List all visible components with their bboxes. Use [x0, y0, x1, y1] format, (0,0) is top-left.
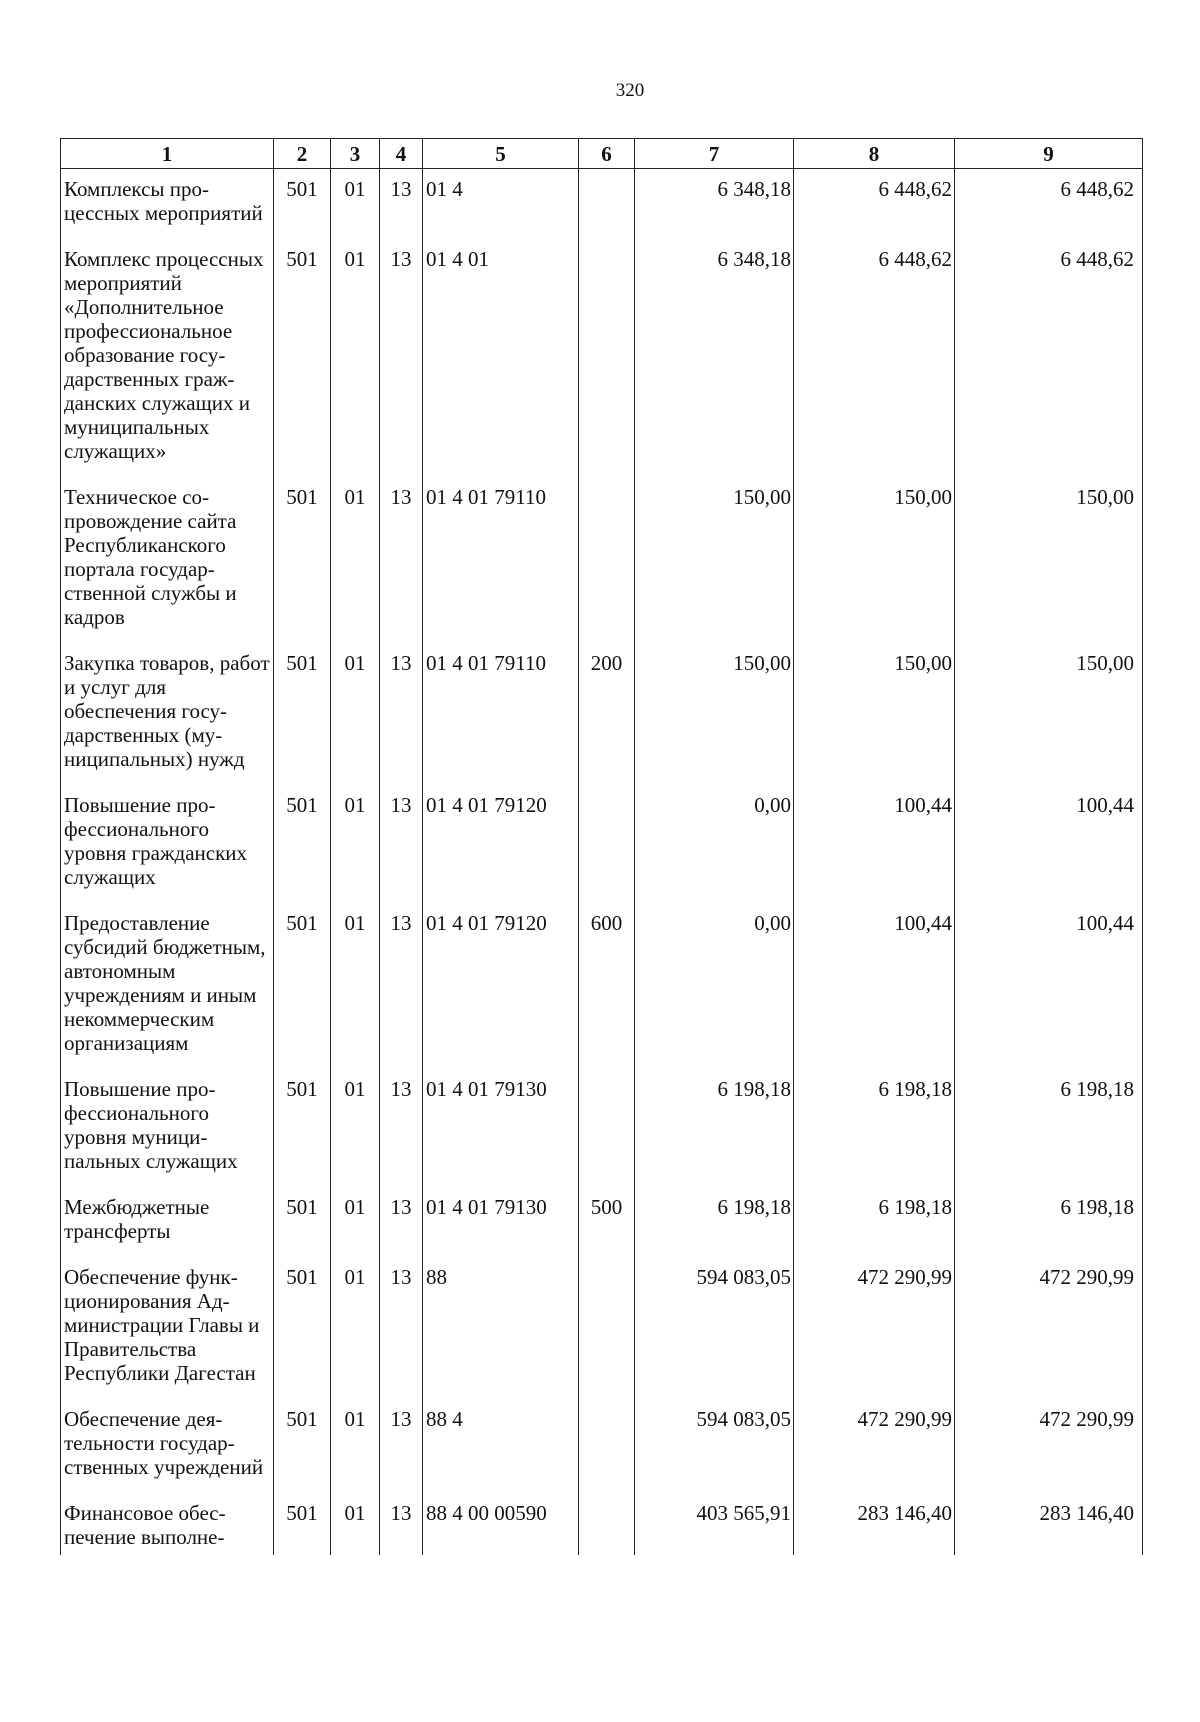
cell-col5: 88 4 00 00590 — [423, 1497, 579, 1555]
column-header: 3 — [331, 139, 380, 169]
cell-col6 — [579, 789, 635, 907]
row-name: Обеспечение функционирования Администрации Главы и Правительства Республики Дагестан — [61, 1261, 274, 1403]
column-header: 4 — [380, 139, 423, 169]
cell-col5: 01 4 01 79120 — [423, 789, 579, 907]
cell-col5: 01 4 01 79110 — [423, 647, 579, 789]
cell-col4: 13 — [380, 481, 423, 647]
cell-col7: 0,00 — [635, 907, 794, 1073]
page-number: 320 — [615, 80, 645, 101]
column-header: 5 — [423, 139, 579, 169]
row-name: Комплекс процессных мероприятий «Дополнительное профессиональное образование государственных гражданских служащих и муниципальных служащих» — [61, 243, 274, 481]
cell-col3: 01 — [331, 1191, 380, 1261]
cell-col9: 150,00 — [955, 481, 1143, 647]
cell-col6 — [579, 169, 635, 244]
table-row — [61, 1497, 1143, 1555]
row-name: Межбюджетные трансферты — [61, 1191, 274, 1261]
cell-col3: 01 — [331, 789, 380, 907]
row-name: Обеспечение деятельности государственных учреждений — [61, 1403, 274, 1497]
cell-col6 — [579, 481, 635, 647]
cell-col3: 01 — [331, 907, 380, 1073]
cell-col4: 13 — [380, 907, 423, 1073]
cell-col8: 6 198,18 — [794, 1191, 955, 1261]
column-header: 1 — [61, 139, 274, 169]
cell-col5: 01 4 — [423, 169, 579, 244]
cell-col9: 6 198,18 — [955, 1191, 1143, 1261]
cell-col7: 594 083,05 — [635, 1261, 794, 1403]
cell-col2: 501 — [274, 1191, 331, 1261]
table-row — [61, 647, 1143, 789]
cell-col8: 150,00 — [794, 481, 955, 647]
cell-col8: 472 290,99 — [794, 1403, 955, 1497]
cell-col7: 6 348,18 — [635, 169, 794, 244]
cell-col9: 150,00 — [955, 647, 1143, 789]
cell-col2: 501 — [274, 1261, 331, 1403]
table-row — [61, 1073, 1143, 1191]
cell-col3: 01 — [331, 1497, 380, 1555]
cell-col2: 501 — [274, 481, 331, 647]
table-row — [61, 481, 1143, 647]
row-name: Техническое сопровождение сайта Республиканского портала государственной службы и кадров — [61, 481, 274, 647]
row-name: Повышение профессионального уровня муниципальных служащих — [61, 1073, 274, 1191]
cell-col7: 6 348,18 — [635, 243, 794, 481]
cell-col2: 501 — [274, 1497, 331, 1555]
cell-col5: 01 4 01 79110 — [423, 481, 579, 647]
row-name: Комплексы процессных мероприятий — [61, 169, 274, 244]
table-row — [61, 243, 1143, 481]
budget-table — [60, 138, 1143, 1555]
column-header: 8 — [794, 139, 955, 169]
cell-col7: 0,00 — [635, 789, 794, 907]
header-row — [61, 139, 1143, 169]
column-header: 2 — [274, 139, 331, 169]
cell-col8: 100,44 — [794, 907, 955, 1073]
cell-col7: 403 565,91 — [635, 1497, 794, 1555]
cell-col9: 100,44 — [955, 789, 1143, 907]
cell-col5: 01 4 01 79130 — [423, 1073, 579, 1191]
column-header: 7 — [635, 139, 794, 169]
cell-col2: 501 — [274, 789, 331, 907]
cell-col2: 501 — [274, 1403, 331, 1497]
cell-col8: 6 198,18 — [794, 1073, 955, 1191]
cell-col4: 13 — [380, 1497, 423, 1555]
cell-col3: 01 — [331, 169, 380, 244]
cell-col7: 6 198,18 — [635, 1191, 794, 1261]
cell-col5: 88 4 — [423, 1403, 579, 1497]
cell-col6: 600 — [579, 907, 635, 1073]
column-header: 9 — [955, 139, 1143, 169]
cell-col9: 100,44 — [955, 907, 1143, 1073]
cell-col9: 6 448,62 — [955, 243, 1143, 481]
cell-col2: 501 — [274, 1073, 331, 1191]
cell-col9: 6 448,62 — [955, 169, 1143, 244]
cell-col4: 13 — [380, 243, 423, 481]
cell-col7: 150,00 — [635, 647, 794, 789]
cell-col8: 150,00 — [794, 647, 955, 789]
cell-col8: 100,44 — [794, 789, 955, 907]
cell-col7: 594 083,05 — [635, 1403, 794, 1497]
table-row — [61, 1403, 1143, 1497]
cell-col5: 01 4 01 79120 — [423, 907, 579, 1073]
table-row — [61, 169, 1143, 244]
cell-col4: 13 — [380, 1191, 423, 1261]
cell-col3: 01 — [331, 647, 380, 789]
cell-col3: 01 — [331, 243, 380, 481]
table-row — [61, 1261, 1143, 1403]
cell-col6 — [579, 1073, 635, 1191]
cell-col6 — [579, 1261, 635, 1403]
cell-col5: 01 4 01 79130 — [423, 1191, 579, 1261]
cell-col3: 01 — [331, 481, 380, 647]
cell-col3: 01 — [331, 1261, 380, 1403]
table-row — [61, 907, 1143, 1073]
cell-col9: 472 290,99 — [955, 1403, 1143, 1497]
cell-col9: 6 198,18 — [955, 1073, 1143, 1191]
cell-col5: 01 4 01 — [423, 243, 579, 481]
cell-col4: 13 — [380, 169, 423, 244]
cell-col2: 501 — [274, 647, 331, 789]
cell-col6 — [579, 1403, 635, 1497]
cell-col9: 283 146,40 — [955, 1497, 1143, 1555]
cell-col8: 472 290,99 — [794, 1261, 955, 1403]
cell-col6 — [579, 1497, 635, 1555]
cell-col8: 6 448,62 — [794, 169, 955, 244]
cell-col4: 13 — [380, 1403, 423, 1497]
cell-col4: 13 — [380, 647, 423, 789]
cell-col6: 500 — [579, 1191, 635, 1261]
cell-col7: 150,00 — [635, 481, 794, 647]
cell-col4: 13 — [380, 1073, 423, 1191]
column-header: 6 — [579, 139, 635, 169]
cell-col9: 472 290,99 — [955, 1261, 1143, 1403]
cell-col6 — [579, 243, 635, 481]
row-name: Закупка товаров, работ и услуг для обеспечения государственных (муниципальных) нужд — [61, 647, 274, 789]
cell-col8: 6 448,62 — [794, 243, 955, 481]
row-name: Предоставление субсидий бюджетным, автономным учреждениям и иным некоммерческим организациям — [61, 907, 274, 1073]
cell-col5: 88 — [423, 1261, 579, 1403]
cell-col7: 6 198,18 — [635, 1073, 794, 1191]
cell-col4: 13 — [380, 789, 423, 907]
cell-col2: 501 — [274, 169, 331, 244]
cell-col3: 01 — [331, 1403, 380, 1497]
cell-col6: 200 — [579, 647, 635, 789]
row-name: Финансовое обеспечение выполне- — [61, 1497, 274, 1555]
cell-col8: 283 146,40 — [794, 1497, 955, 1555]
row-name: Повышение профессионального уровня гражданских служащих — [61, 789, 274, 907]
cell-col2: 501 — [274, 907, 331, 1073]
cell-col3: 01 — [331, 1073, 380, 1191]
cell-col2: 501 — [274, 243, 331, 481]
table-row — [61, 1191, 1143, 1261]
table-row — [61, 789, 1143, 907]
cell-col4: 13 — [380, 1261, 423, 1403]
